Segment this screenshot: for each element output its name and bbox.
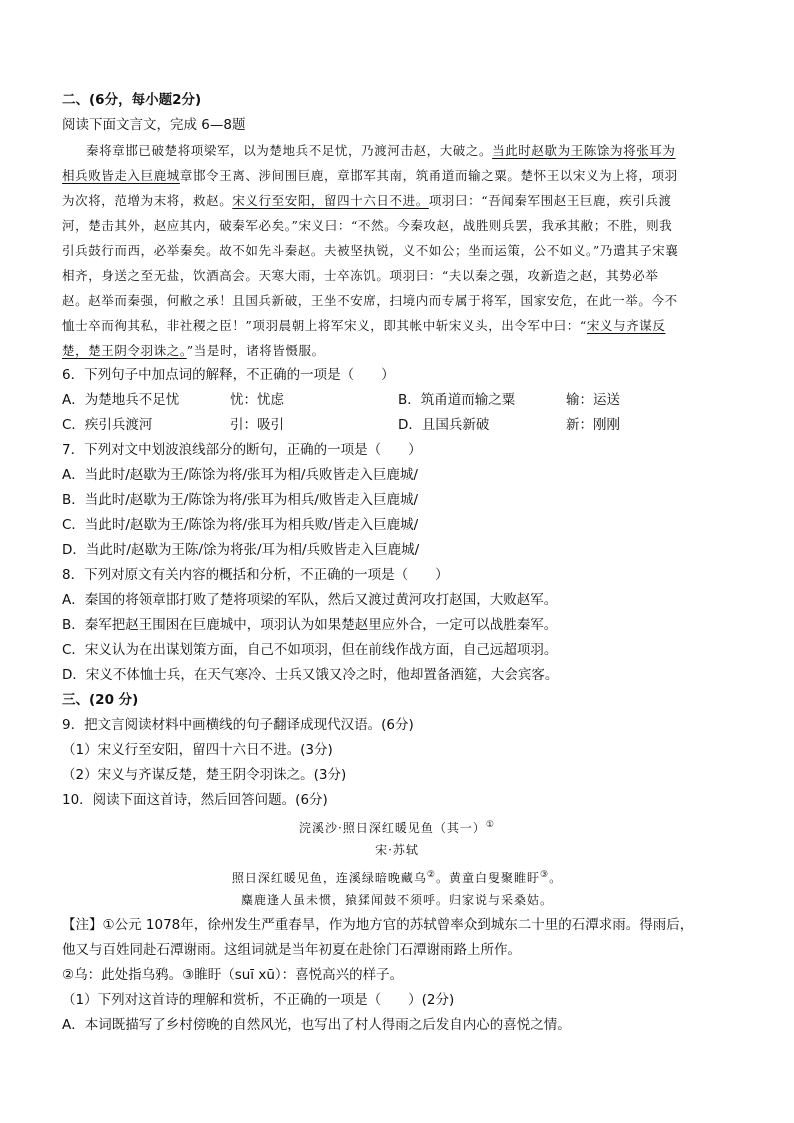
question-7-option: C．当此时/赵歇为王/陈馀为将/张耳为相兵败/皆走入巨鹿城/ xyxy=(62,517,419,533)
poem-note: ②乌：此处指乌鸦。③睢盱（suī xū）：喜悦高兴的样子。 xyxy=(62,967,404,983)
passage-line: 赵。赵举而秦强，何敝之承！且国兵新破，王坐不安席，扫境内而专属于将军，国家安危，在此一举。今不 xyxy=(62,293,678,308)
underlined-sentence: 宋义与齐谋反 xyxy=(586,318,666,333)
passage-line: 恤士卒而徇其私，非社稷之臣！”项羽晨朝上将军宋义，即其帐中斩宋义头，出令军中曰：“宋义与齐谋反 xyxy=(62,318,666,333)
question-8-stem: 8．下列对原文有关内容的概括和分析，不正确的一项是（ ） xyxy=(62,567,449,583)
question-10-option: A．本词既描写了乡村傍晚的自然风光，也写出了村人得雨之后发自内心的喜悦之情。 xyxy=(62,1017,571,1033)
question-9-item: （2）宋义与齐谋反楚，楚王阴令羽诛之。(3分) xyxy=(62,767,347,783)
passage-line: 秦将章邯已破楚将项梁军，以为楚地兵不足忧，乃渡河击赵，大破之。当此时赵歇为王陈馀为将张耳为 xyxy=(86,143,676,158)
reading-instruction: 阅读下面文言文，完成 6—8题 xyxy=(62,117,246,133)
passage-line: 引兵鼓行而西，必举秦矣。故不如先斗秦赵。夫被坚执锐，义不如公；坐而运策，公不如义。”乃遣其子宋襄 xyxy=(62,243,679,258)
passage-line: 为次将，范增为末将，救赵。宋义行至安阳，留四十六日不进。项羽曰：“吾闻秦军围赵王巨鹿，疾引兵渡 xyxy=(62,193,672,208)
question-8-option: A．秦国的将领章邯打败了楚将项梁的军队，然后又渡过黄河攻打赵国，大败赵军。 xyxy=(62,592,558,608)
question-7-option: D．当此时/赵歇为王陈/馀为将张/耳为相/兵败皆走入巨鹿城/ xyxy=(62,542,420,558)
question-6-options-row: A．为楚地兵不足忧 忧：忧虑 B．筑甬道而输之粟 输：运送 xyxy=(62,392,620,408)
question-7-option: A．当此时/赵歇为王/陈馀为将/张耳为相/兵败皆走入巨鹿城/ xyxy=(62,467,418,483)
wavy-segment: 相兵败皆走入巨鹿城 xyxy=(62,168,180,183)
passage-line: 相齐，身送之至无盐，饮酒高会。天寒大雨，士卒冻饥。项羽曰：“夫以秦之强，攻新造之赵，其势必举 xyxy=(62,268,659,283)
classical-passage xyxy=(62,138,732,363)
poem-note: 【注】①公元 1078年，徐州发生严重春旱，作为地方官的苏轼曾率众到城东二十里的石潭求雨。得雨后， xyxy=(62,917,694,933)
poem-note: 他又与百姓同赴石潭谢雨。这组词就是当年初夏在赴徐门石潭谢雨路上所作。 xyxy=(62,942,521,958)
question-7-option: B．当此时/赵歇为王/陈馀为将/张耳为相兵/败皆走入巨鹿城/ xyxy=(62,492,419,508)
underlined-sentence: 楚，楚王阴令羽诛之。 xyxy=(62,343,187,358)
question-8-option: C．宋义认为在出谋划策方面，自己不如项羽，但在前线作战方面，自己远超项羽。 xyxy=(62,642,558,658)
exam-page xyxy=(62,88,732,1038)
question-10-sub1: （1）下列对这首诗的理解和赏析，不正确的一项是（ ）(2分) xyxy=(62,992,455,1008)
wavy-segment: 当此时赵歇为王陈馀为将张耳为 xyxy=(492,143,676,158)
passage-line: 河，楚击其外，赵应其内，破秦军必矣。”宋义曰：“不然。今秦攻赵，战胜则兵罢，我承其敝；不胜，则我 xyxy=(62,218,673,233)
question-8-option: D．宋义不体恤士兵，在天气寒冷、士兵又饿又冷之时，他却置备酒筵，大会宾客。 xyxy=(62,667,559,683)
question-9-item: （1）宋义行至安阳，留四十六日不进。(3分) xyxy=(62,742,333,758)
question-6-stem: 6．下列句子中加点词的解释，不正确的一项是（ ） xyxy=(62,367,395,383)
poem-line: 麋鹿逢人虽未惯，猿猱闻鼓不须呼。归家说与采桑姑。 xyxy=(240,893,553,907)
passage-line: 楚，楚王阴令羽诛之。”当是时，诸将皆慑服。 xyxy=(62,343,325,358)
question-8-option: B．秦军把赵王围困在巨鹿城中，项羽认为如果楚赵里应外合，一定可以战胜秦军。 xyxy=(62,617,558,633)
question-7-stem: 7．下列对文中划波浪线部分的断句，正确的一项是（ ） xyxy=(62,442,422,458)
poem-line: 照日深红暖见鱼，连溪绿暗晚藏乌②。黄童白叟聚睢盱③。 xyxy=(231,870,563,885)
poem-author: 宋·苏轼 xyxy=(375,843,419,857)
section-heading-2: 二、(6分，每小题2分) xyxy=(62,92,202,108)
question-9-stem: 9．把文言阅读材料中画横线的句子翻译成现代汉语。(6分) xyxy=(62,717,414,733)
underlined-sentence: 宋义行至安阳，留四十六日不进。 xyxy=(232,193,429,208)
section-heading-3: 三、(20 分) xyxy=(62,692,139,708)
question-10-stem: 10．阅读下面这首诗，然后回答问题。(6分) xyxy=(62,792,328,808)
poem-title: 浣溪沙·照日深红暖见鱼（其一）① xyxy=(299,820,495,835)
passage-line: 相兵败皆走入巨鹿城章邯令王离、涉间围巨鹿，章邯军其南，筑甬道而输之粟。楚怀王以宋义为上将，项羽 xyxy=(62,168,678,183)
question-6-options-row: C．疾引兵渡河 引：吸引 D．且国兵新破 新：刚刚 xyxy=(62,417,620,433)
